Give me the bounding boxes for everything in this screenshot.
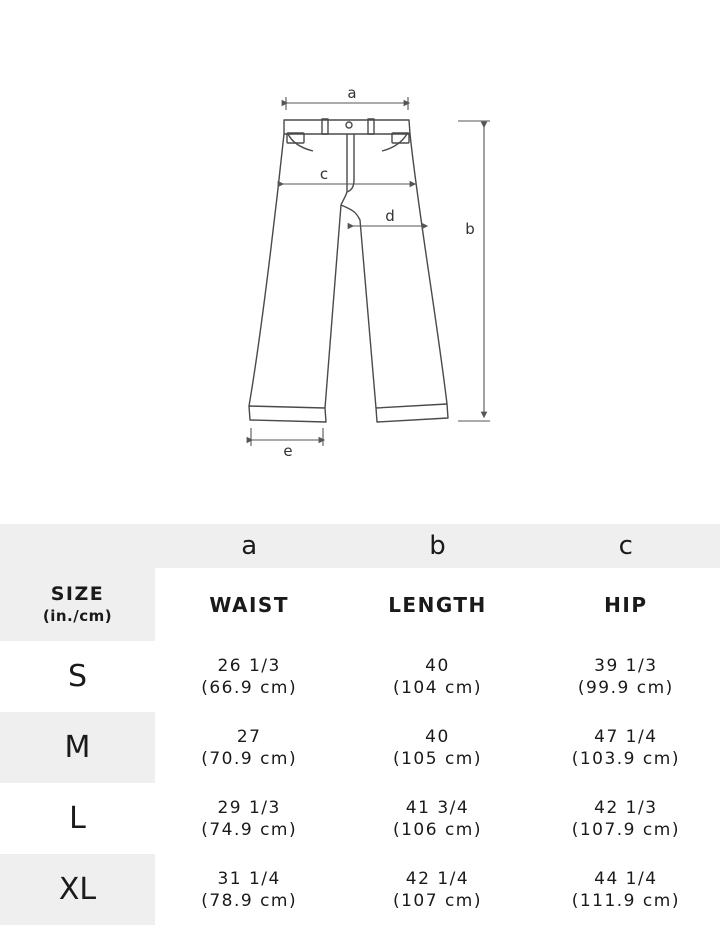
table-row-l (0, 783, 720, 854)
label-a: a (347, 84, 357, 102)
pants-outline (249, 119, 448, 422)
table-row-s (0, 641, 720, 712)
hip-cell: 42 1/3 (107.9 cm) (571, 797, 680, 840)
letter-a: a (155, 524, 343, 568)
column-length: LENGTH (388, 592, 487, 617)
size-chart-table (0, 524, 720, 925)
waist-cell: 26 1/3 (66.9 cm) (201, 655, 298, 698)
size-label: M (0, 712, 155, 783)
hip-cell: 47 1/4 (103.9 cm) (532, 712, 720, 783)
size-label: XL (0, 854, 155, 925)
table-row-m (0, 712, 720, 783)
hip-cell: 44 1/4 (111.9 cm) (532, 854, 720, 925)
hip-cell: 39 1/3 (99.9 cm) (577, 655, 674, 698)
measurement-letter-row (0, 524, 720, 568)
label-c: c (319, 165, 329, 183)
length-cell: 42 1/4 (107 cm) (343, 854, 531, 925)
label-e: e (283, 442, 293, 460)
column-header-row (0, 568, 720, 641)
size-label: S (67, 658, 88, 694)
size-label: L (69, 800, 86, 836)
size-header-title: SIZE (50, 582, 105, 605)
label-d: d (385, 207, 395, 225)
label-b: b (465, 220, 475, 238)
table-row-xl (0, 854, 720, 925)
column-waist: WAIST (209, 592, 289, 617)
length-cell: 41 3/4 (106 cm) (392, 797, 482, 840)
waist-cell: 27 (70.9 cm) (155, 712, 343, 783)
size-header-unit: (in./cm) (42, 606, 113, 625)
column-hip: HIP (604, 592, 648, 617)
waist-cell: 31 1/4 (78.9 cm) (155, 854, 343, 925)
length-cell: 40 (104 cm) (392, 655, 482, 698)
size-header (0, 568, 155, 641)
waist-cell: 29 1/3 (74.9 cm) (201, 797, 298, 840)
letter-c: c (532, 524, 720, 568)
length-cell: 40 (105 cm) (343, 712, 531, 783)
letter-b: b (343, 524, 531, 568)
blank-corner (0, 524, 155, 568)
measurement-lines (251, 97, 490, 446)
